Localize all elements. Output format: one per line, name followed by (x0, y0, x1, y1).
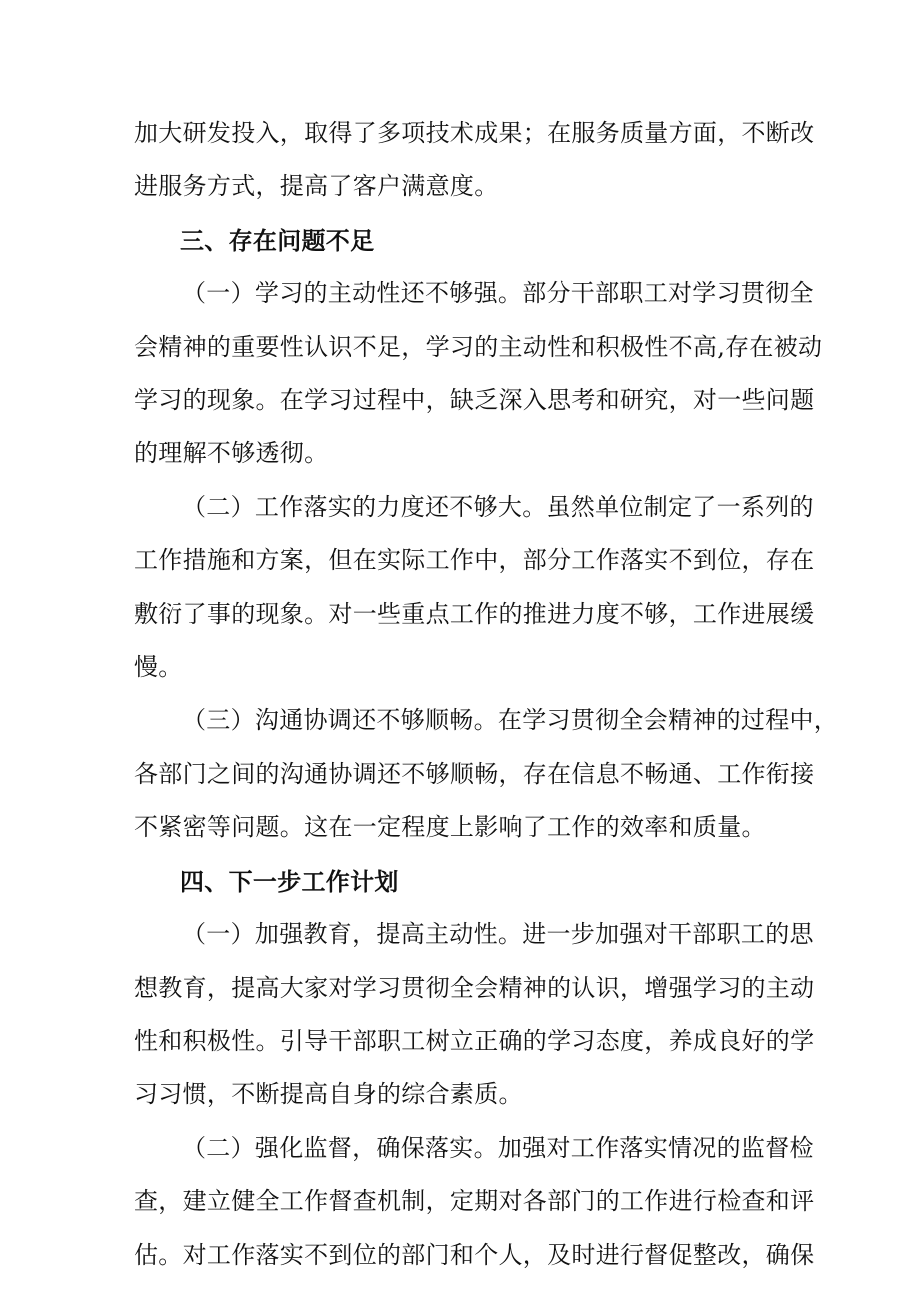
text-line: 习习惯，不断提高自身的综合素质。 (134, 1080, 523, 1109)
text-line: （三）沟通协调还不够顺畅。在学习贯彻全会精神的过程中， (182, 706, 839, 735)
text-line: 估。对工作落实不到位的部门和个人，及时进行督促整改，确保 (134, 1240, 815, 1269)
paragraph-problem-1 (134, 267, 823, 481)
text-line: 慢。 (134, 653, 183, 682)
text-line: （一）加强教育，提高主动性。进一步加强对干部职工的思 (182, 920, 814, 949)
paragraph-problem-2 (134, 481, 815, 695)
text-line: （二）工作落实的力度还不够大。虽然单位制定了一系列的 (182, 492, 814, 521)
section-heading-next-steps: 四、下一步工作计划 (180, 866, 399, 896)
paragraph-plan-1 (134, 908, 815, 1122)
text-line: 学习的现象。在学习过程中，缺乏深入思考和研究，对一些问题 (134, 386, 815, 415)
text-line: 会精神的重要性认识不足，学习的主动性和积极性不高,存在被动 (134, 332, 823, 361)
text-line: 不紧密等问题。这在一定程度上影响了工作的效率和质量。 (134, 813, 766, 842)
paragraph-continuation (134, 107, 815, 214)
text-line: 查，建立健全工作督查机制，定期对各部门的工作进行检查和评 (134, 1187, 815, 1216)
text-line: （一）学习的主动性还不够强。部分干部职工对学习贯彻全 (182, 279, 814, 308)
paragraph-plan-2 (134, 1122, 815, 1282)
text-line: 想教育，提高大家对学习贯彻全会精神的认识，增强学习的主动 (134, 973, 815, 1002)
paragraph-problem-3 (134, 694, 839, 854)
text-line: 工作措施和方案，但在实际工作中，部分工作落实不到位，存在 (134, 546, 815, 575)
text-line: 敷衍了事的现象。对一些重点工作的推进力度不够，工作进展缓 (134, 599, 815, 628)
text-line: 的理解不够透彻。 (134, 439, 329, 468)
document-body (134, 107, 839, 1282)
text-line: 性和积极性。引导干部职工树立正确的学习态度，养成良好的学 (134, 1026, 815, 1055)
section-heading-problems: 三、存在问题不足 (180, 225, 375, 255)
text-line: 进服务方式，提高了客户满意度。 (134, 172, 499, 201)
text-line: 加大研发投入，取得了多项技术成果；在服务质量方面，不断改 (134, 119, 815, 147)
text-line: （二）强化监督，确保落实。加强对工作落实情况的监督检 (182, 1133, 814, 1162)
text-line: 各部门之间的沟通协调还不够顺畅，存在信息不畅通、工作衔接 (134, 759, 815, 788)
